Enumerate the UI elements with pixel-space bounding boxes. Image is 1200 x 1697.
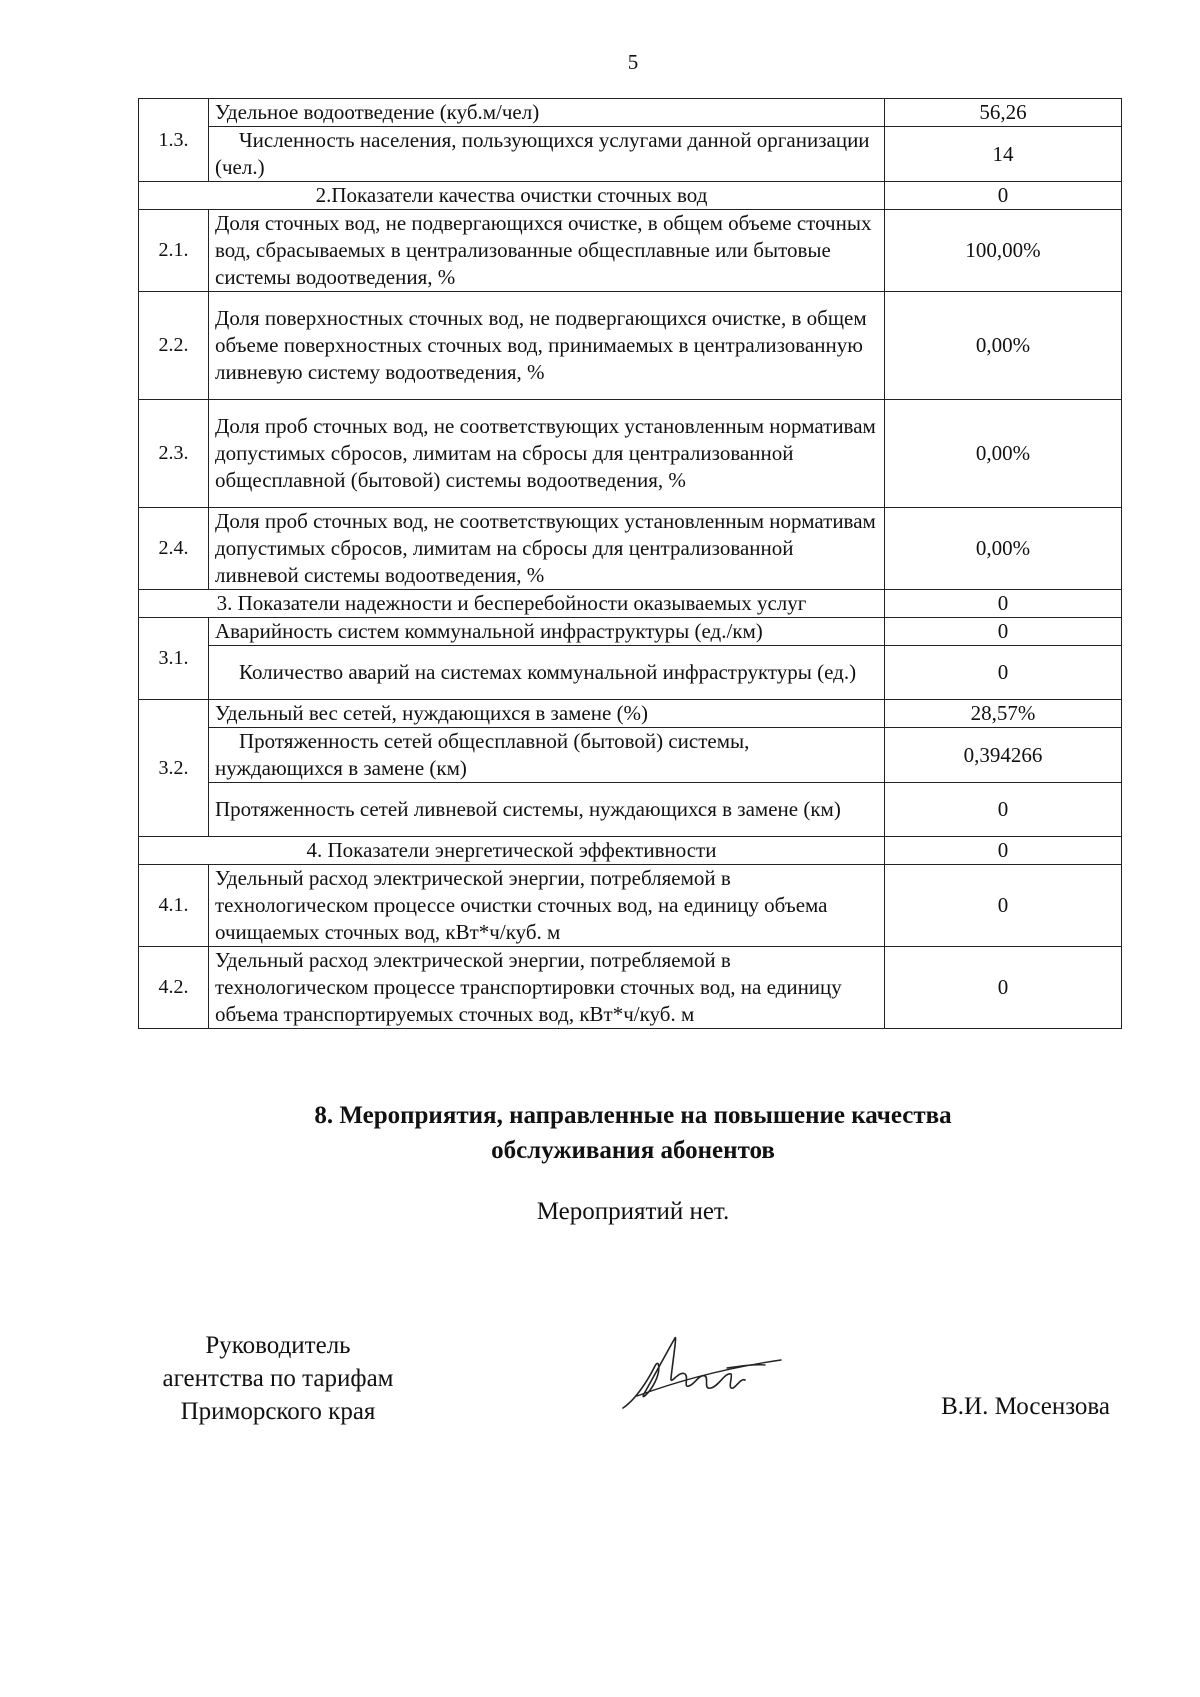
- section-row: [139, 590, 1122, 618]
- position-line-2: агентства по тарифам: [162, 1365, 394, 1392]
- table-row: [139, 400, 1122, 508]
- indicator-name: Доля проб сточных вод, не соответствующих установленным нормативам допустимых сбросов, лимитам на сбросы для централизованной общесплавной (бытовой) системы водоотведения, %: [209, 400, 885, 508]
- row-number: 4.1.: [139, 865, 209, 947]
- section-title: 4. Показатели энергетической эффективности: [139, 837, 885, 865]
- indicator-value: 0,00%: [885, 292, 1122, 400]
- table-row: [139, 646, 1122, 700]
- indicator-value: 0: [885, 182, 1122, 210]
- section-row: [139, 837, 1122, 865]
- section-8-title-line-1: 8. Мероприятия, направленные на повышение качества: [314, 1102, 952, 1129]
- table-row: [139, 127, 1122, 182]
- indicator-value: 0,00%: [885, 508, 1122, 590]
- row-number: 3.2.: [139, 700, 209, 837]
- indicator-value: 14: [885, 127, 1122, 182]
- row-number: 3.1.: [139, 618, 209, 700]
- indicator-name: Протяженность сетей ливневой системы, нуждающихся в замене (км): [209, 783, 885, 837]
- row-number: 4.2.: [139, 947, 209, 1029]
- indicator-value: 0,394266: [885, 728, 1122, 783]
- section-row: [139, 182, 1122, 210]
- indicator-name: Протяженность сетей общесплавной (бытовой) системы, нуждающихся в замене (км): [209, 728, 885, 783]
- row-number: 2.4.: [139, 508, 209, 590]
- section-8-text: Мероприятий нет.: [536, 1198, 730, 1225]
- position-line-3: Приморского края: [180, 1398, 376, 1425]
- row-number: 1.3.: [139, 99, 209, 182]
- page-number: 5: [627, 50, 639, 74]
- position-line-1: Руководитель: [205, 1332, 351, 1359]
- indicator-name: Удельный вес сетей, нуждающихся в замене (%): [209, 700, 885, 728]
- indicator-value: 0: [885, 947, 1122, 1029]
- indicator-name: Удельное водоотведение (куб.м/чел): [209, 99, 885, 127]
- indicator-name: Доля сточных вод, не подвергающихся очистке, в общем объеме сточных вод, сбрасываемых в централизованные общесплавные или бытовые системы водоотведения, %: [209, 210, 885, 292]
- indicator-name: Доля поверхностных сточных вод, не подвергающихся очистке, в общем объеме поверхностных сточных вод, принимаемых в централизованную ливневую систему водоотведения, %: [209, 292, 885, 400]
- indicator-name: Количество аварий на системах коммунальной инфраструктуры (ед.): [209, 646, 885, 700]
- row-number: 2.3.: [139, 400, 209, 508]
- section-8-title-line-2: обслуживания абонентов: [491, 1137, 775, 1164]
- indicator-value: 0: [885, 783, 1122, 837]
- table-row: [139, 700, 1122, 728]
- table-row: [139, 865, 1122, 947]
- handwritten-signature: [615, 1330, 785, 1420]
- table-row: [139, 728, 1122, 783]
- indicator-value: 100,00%: [885, 210, 1122, 292]
- indicator-value: 28,57%: [885, 700, 1122, 728]
- section-title: 3. Показатели надежности и бесперебойности оказываемых услуг: [139, 590, 885, 618]
- table-row: [139, 292, 1122, 400]
- indicators-table: [138, 98, 1122, 1029]
- row-number: 2.2.: [139, 292, 209, 400]
- indicator-name: Численность населения, пользующихся услугами данной организации (чел.): [209, 127, 885, 182]
- indicator-name: Аварийность систем коммунальной инфраструктуры (ед./км): [209, 618, 885, 646]
- row-number: 2.1.: [139, 210, 209, 292]
- table-row: [139, 783, 1122, 837]
- signatory-name: В.И. Мосензова: [941, 1393, 1110, 1420]
- indicator-name: Удельный расход электрической энергии, потребляемой в технологическом процессе транспортировки сточных вод, на единицу объема транспортируемых сточных вод, кВт*ч/куб. м: [209, 947, 885, 1029]
- indicator-value: 0: [885, 590, 1122, 618]
- signatory-position: [138, 1329, 418, 1428]
- indicator-name: Удельный расход электрической энергии, потребляемой в технологическом процессе очистки сточных вод, на единицу объема очищаемых сточных вод, кВт*ч/куб. м: [209, 865, 885, 947]
- indicator-value: 0,00%: [885, 400, 1122, 508]
- indicator-value: 0: [885, 646, 1122, 700]
- indicator-name: Доля проб сточных вод, не соответствующих установленным нормативам допустимых сбросов, лимитам на сбросы для централизованной ливневой системы водоотведения, %: [209, 508, 885, 590]
- indicator-value: 0: [885, 837, 1122, 865]
- section-title: 2.Показатели качества очистки сточных вод: [139, 182, 885, 210]
- indicator-value: 0: [885, 865, 1122, 947]
- table-row: [139, 508, 1122, 590]
- indicator-value: 0: [885, 618, 1122, 646]
- table-row: [139, 618, 1122, 646]
- table-row: [139, 947, 1122, 1029]
- table-row: [139, 99, 1122, 127]
- table-row: [139, 210, 1122, 292]
- section-8-heading: [0, 1098, 1200, 1168]
- indicator-value: 56,26: [885, 99, 1122, 127]
